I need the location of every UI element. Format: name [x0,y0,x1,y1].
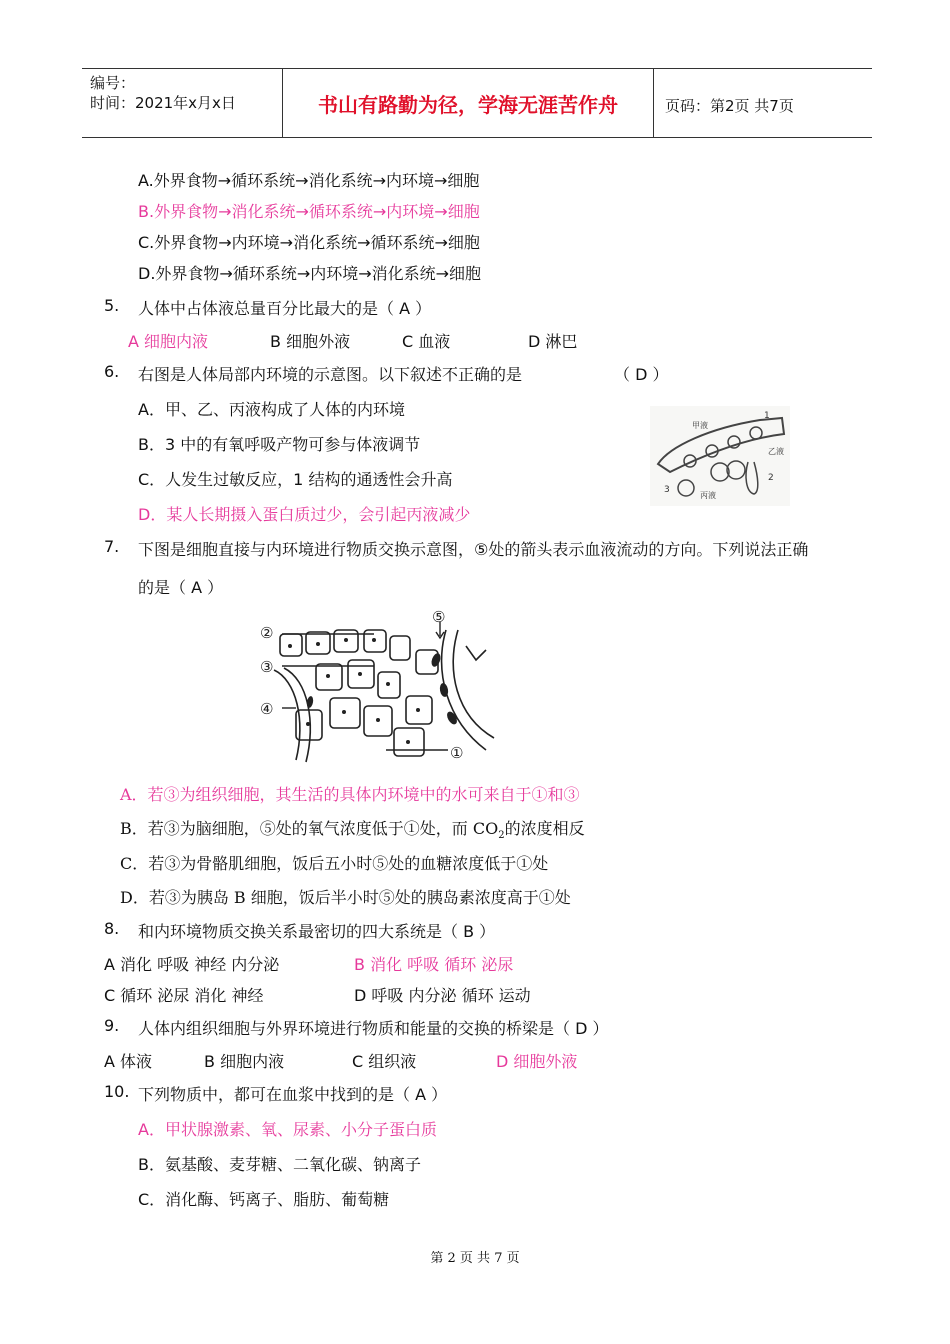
q10-option-b: B．氨基酸、麦芽糖、二氧化碳、钠离子 [138,1155,421,1174]
q9-option-b: B 细胞内液 [204,1052,285,1071]
fig-label-bing: 丙液 [700,491,716,500]
fig-label-yi: 乙液 [768,447,784,456]
q7-option-d: D．若③为胰岛 B 细胞，饭后半小时⑤处的胰岛素浓度高于①处 [120,888,571,907]
q6-answer: （ D ） [614,365,669,384]
fig-label-2: 2 [768,473,774,483]
q8-option-b: B 消化 呼吸 循环 泌尿 [354,955,514,974]
q6-option-a: A．甲、乙、丙液构成了人体的内环境 [138,400,405,419]
page-header [82,68,872,138]
q5-option-a: A 细胞内液 [128,332,209,351]
q4-option-a: A.外界食物→循环系统→消化系统→内环境→细胞 [138,171,480,190]
fig-label-3: 3 [664,485,670,495]
q10-number: 10. [104,1082,130,1101]
q7-option-a: A．若③为组织细胞，其生活的具体内环境中的水可来自于①和③ [120,785,580,804]
q10-stem: 下列物质中，都可在血浆中找到的是（ A ） [138,1085,448,1104]
q5-option-c: C 血液 [402,332,451,351]
q6-option-d: D．某人长期摄入蛋白质过少，会引起丙液减少 [138,505,471,524]
q9-stem: 人体内组织细胞与外界环境进行物质和能量的交换的桥梁是（ D ） [138,1019,609,1038]
q6-number: 6. [104,362,120,381]
q10-option-c: C．消化酶、钙离子、脂肪、葡萄糖 [138,1190,390,1209]
q7-stem-line2: 的是（ A ） [138,578,224,597]
fig-label-1: ① [450,744,464,762]
q7-figure [256,610,496,770]
fig-label-4: ④ [260,700,274,718]
q5-option-d: D 淋巴 [528,332,578,351]
fig-label-jia: 甲液 [692,421,708,430]
q5-option-b: B 细胞外液 [270,332,351,351]
fig-label-3: ③ [260,658,274,676]
q5-stem: 人体中占体液总量百分比最大的是（ A ） [138,299,432,318]
q7-stem-line1: 下图是细胞直接与内环境进行物质交换示意图，⑤处的箭头表示血液流动的方向。下列说法正确 [138,540,809,559]
q8-option-d: D 呼吸 内分泌 循环 运动 [354,986,531,1005]
q4-option-b: B.外界食物→消化系统→循环系统→内环境→细胞 [138,202,480,221]
motto: 书山有路勤为径，学海无涯苦作舟 [282,69,654,137]
id-label: 编号： [90,74,136,92]
q8-option-a: A 消化 呼吸 神经 内分泌 [104,955,280,974]
q6-figure [650,406,790,506]
q9-number: 9. [104,1016,120,1035]
q4-option-d: D.外界食物→循环系统→内环境→消化系统→细胞 [138,264,482,283]
q9-option-a: A 体液 [104,1052,153,1071]
q6-option-b: B．3 中的有氧呼吸产物可参与体液调节 [138,435,421,454]
q9-option-c: C 组织液 [352,1052,417,1071]
q5-number: 5. [104,296,120,315]
fig-label-2: ② [260,624,274,642]
header-left-cell [82,69,282,137]
q6-stem: 右图是人体局部内环境的示意图。以下叙述不正确的是 [138,365,523,384]
q7-number: 7. [104,537,120,556]
q8-number: 8. [104,919,120,938]
q4-option-c: C.外界食物→内环境→消化系统→循环系统→细胞 [138,233,480,252]
q6-option-c: C．人发生过敏反应，1 结构的通透性会升高 [138,470,453,489]
time-label: 时间：2021年x月x日 [90,94,236,112]
q9-option-d: D 细胞外液 [496,1052,578,1071]
q10-option-a: A．甲状腺激素、氧、尿素、小分子蛋白质 [138,1120,437,1139]
page-info: 页码：第2页 共7页 [665,97,794,115]
q7-option-b: B．若③为脑细胞，⑤处的氧气浓度低于①处，而 $CO_2$的浓度相反 [120,819,585,842]
q8-option-c: C 循环 泌尿 消化 神经 [104,986,264,1005]
fig-label-1: 1 [764,411,770,421]
fig-label-5: ⑤ [432,610,446,626]
q7-option-c: C．若③为骨骼肌细胞，饭后五小时⑤处的血糖浓度低于①处 [120,854,549,873]
page-footer: 第 2 页 共 7 页 [430,1251,520,1266]
q8-stem: 和内环境物质交换关系最密切的四大系统是（ B ） [138,922,496,941]
